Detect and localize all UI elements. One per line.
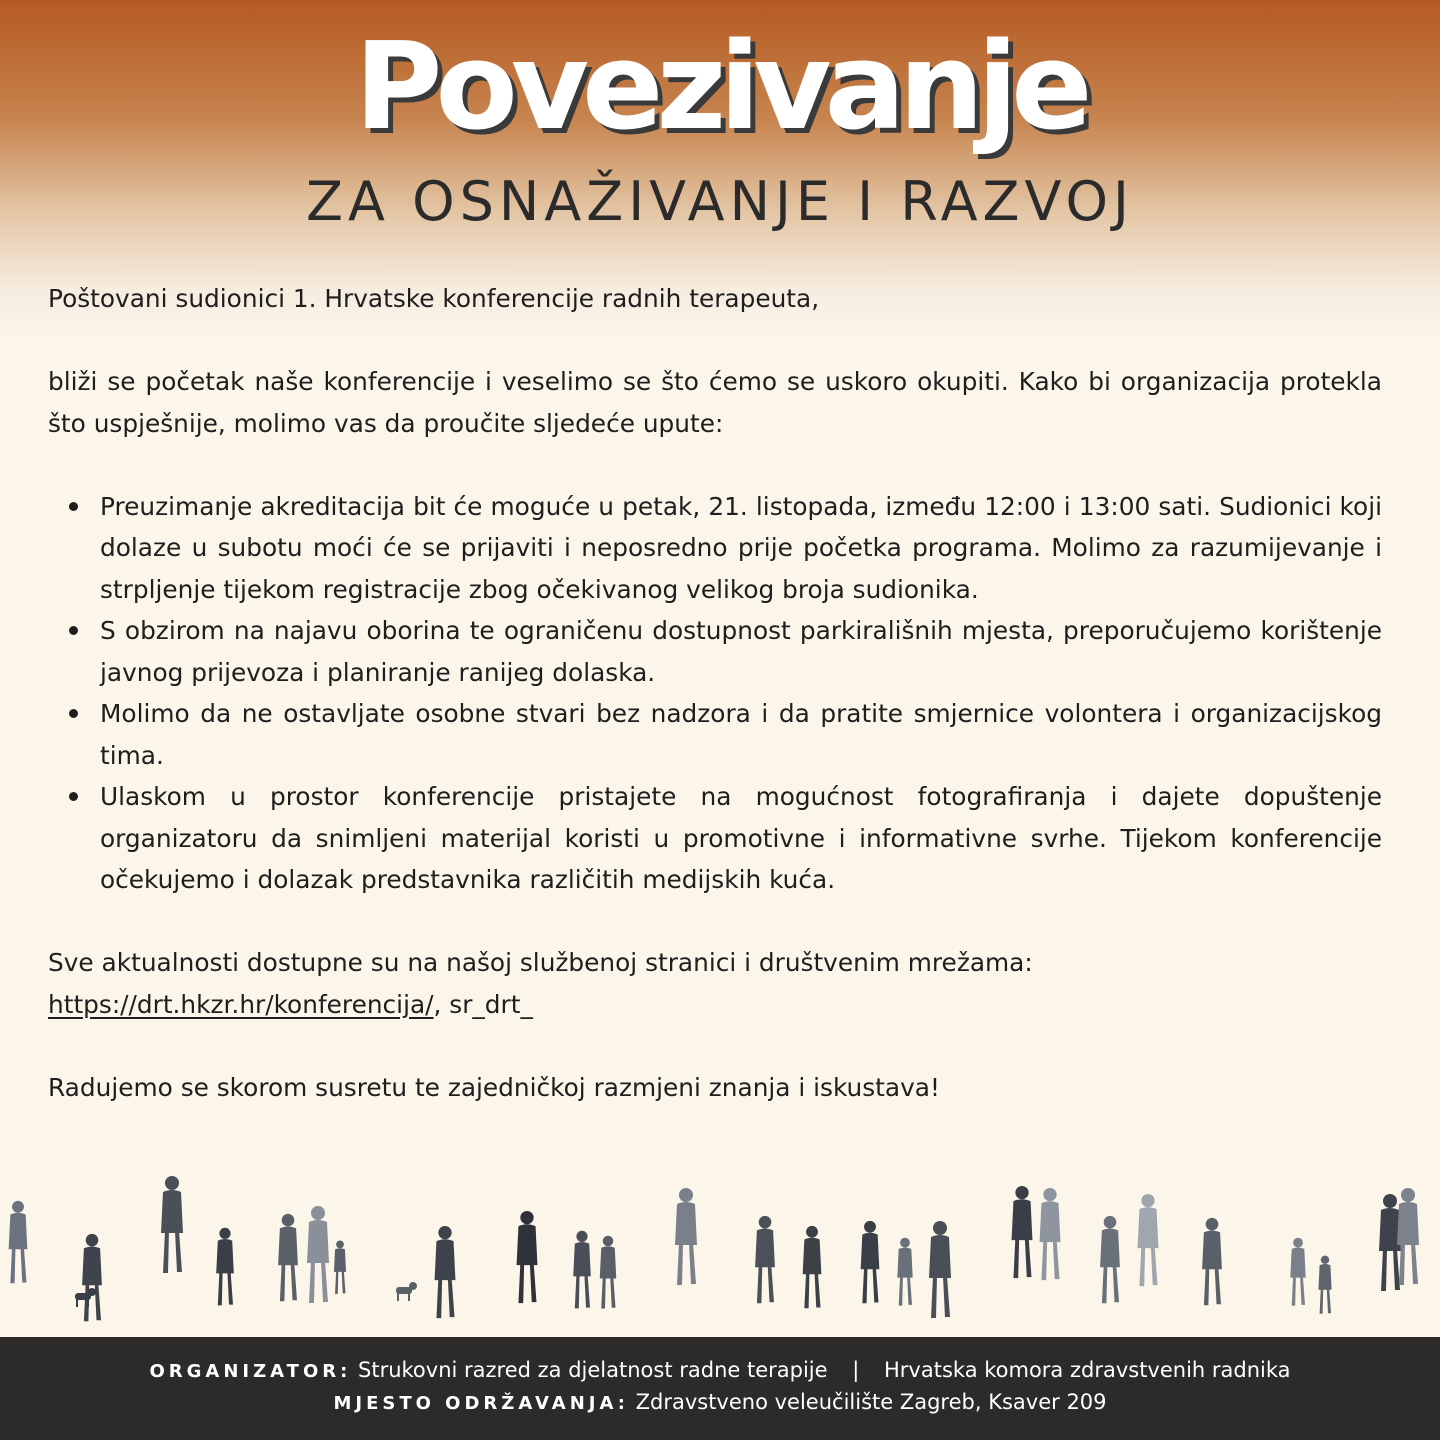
person-figure bbox=[435, 1226, 456, 1318]
person-figure bbox=[1100, 1216, 1120, 1303]
person-figure bbox=[897, 1238, 912, 1306]
person-figure bbox=[517, 1211, 538, 1303]
closing-paragraph: Radujemo se skorom susretu te zajedničkoj razmjeni znanja i iskustava! bbox=[48, 1072, 940, 1102]
person-figure bbox=[929, 1221, 951, 1318]
person-figure bbox=[216, 1228, 234, 1306]
venue-line bbox=[0, 1387, 1440, 1419]
organizer-1: Strukovni razred za djelatnost radne terapije bbox=[358, 1358, 828, 1382]
list-item-text: Preuzimanje akreditacija bit će moguće u petak, 21. listopada, između 12:00 i 13:00 sati. Sudionici koji dolaze u subotu moći će se prijaviti i neposredno prije početka programa. Molimo za razumijevanje i strpljenje tijekom registracije zbog očekivanog velikog broja sudionika. bbox=[100, 491, 1382, 604]
venue: Zdravstveno veleučilište Zagreb, Ksaver 209 bbox=[635, 1390, 1107, 1414]
social-handle: sr_drt_ bbox=[449, 989, 533, 1019]
person-figure bbox=[1202, 1218, 1222, 1305]
list-item bbox=[100, 486, 1382, 611]
list-item-text: Ulaskom u prostor konferencije pristajete na mogućnost fotografiranja i dajete dopuštenje organizatoru da snimljeni materijal koristi u promotivne i informativne svrhe. Tijekom konferencije očekujemo i dolazak predstavnika različitih medijskih kuća. bbox=[100, 782, 1382, 894]
person-figure bbox=[1012, 1186, 1033, 1278]
footer-separator: | bbox=[852, 1358, 860, 1382]
list-item bbox=[100, 610, 1382, 693]
organizer-line bbox=[0, 1355, 1440, 1387]
person-figure bbox=[334, 1241, 346, 1294]
person-figure bbox=[1138, 1194, 1159, 1286]
person-figure bbox=[1318, 1256, 1331, 1314]
list-item bbox=[100, 693, 1382, 776]
person-figure bbox=[675, 1188, 697, 1285]
person-figure bbox=[82, 1234, 102, 1321]
person-figure bbox=[307, 1206, 329, 1303]
person-figure bbox=[161, 1176, 183, 1273]
bullet-icon bbox=[69, 626, 78, 635]
person-figure bbox=[1290, 1238, 1305, 1306]
person-figure bbox=[9, 1201, 28, 1283]
person-figure bbox=[278, 1214, 298, 1301]
organizer-label: ORGANIZATOR: bbox=[149, 1361, 352, 1382]
news-paragraph bbox=[48, 942, 1382, 1025]
list-item bbox=[100, 776, 1382, 901]
person-figure bbox=[573, 1231, 591, 1309]
news-text: Sve aktualnosti dostupne su na našoj službenoj stranici i društvenim mrežama: bbox=[48, 948, 1033, 977]
bullet-icon bbox=[69, 792, 78, 801]
conference-link[interactable]: https://drt.hkzr.hr/konferencija/ bbox=[48, 989, 434, 1019]
page-title: Povezivanje bbox=[354, 18, 1086, 157]
walking-people-illustration bbox=[0, 1165, 1440, 1337]
venue-label: MJESTO ODRŽAVANJA: bbox=[333, 1393, 629, 1414]
bullet-icon bbox=[69, 502, 78, 511]
bullet-icon bbox=[69, 709, 78, 718]
list-item-text: S obzirom na najavu oborina te ograničenu dostupnost parkirališnih mjesta, preporučujemo korištenje javnog prijevoza i planiranje ranijeg dolaska. bbox=[100, 616, 1382, 687]
list-item-text: Molimo da ne ostavljate osobne stvari bez nadzora i da pratite smjernice volontera i organizacijskog tima. bbox=[100, 699, 1382, 770]
person-figure bbox=[1397, 1188, 1419, 1285]
page-subtitle: ZA OSNAŽIVANJE I RAZVOJ bbox=[306, 170, 1134, 233]
person-figure bbox=[600, 1236, 617, 1309]
intro-paragraph: bliži se početak naše konferencije i veselimo se što ćemo se uskoro okupiti. Kako bi organizacija protekla što uspješnije, molimo vas da proučite sljedeće upute: bbox=[48, 367, 1382, 438]
dog-figure bbox=[396, 1282, 417, 1301]
footer bbox=[0, 1337, 1440, 1440]
person-figure bbox=[1040, 1188, 1061, 1280]
person-figure bbox=[755, 1216, 775, 1303]
greeting: Poštovani sudionici 1. Hrvatske konferencije radnih terapeuta, bbox=[48, 284, 820, 313]
person-figure bbox=[803, 1226, 822, 1308]
link-separator: , bbox=[433, 989, 450, 1019]
person-figure bbox=[861, 1221, 880, 1303]
organizer-2: Hrvatska komora zdravstvenih radnika bbox=[884, 1358, 1291, 1382]
letter-body bbox=[48, 278, 1382, 1108]
instructions-list bbox=[48, 486, 1382, 901]
